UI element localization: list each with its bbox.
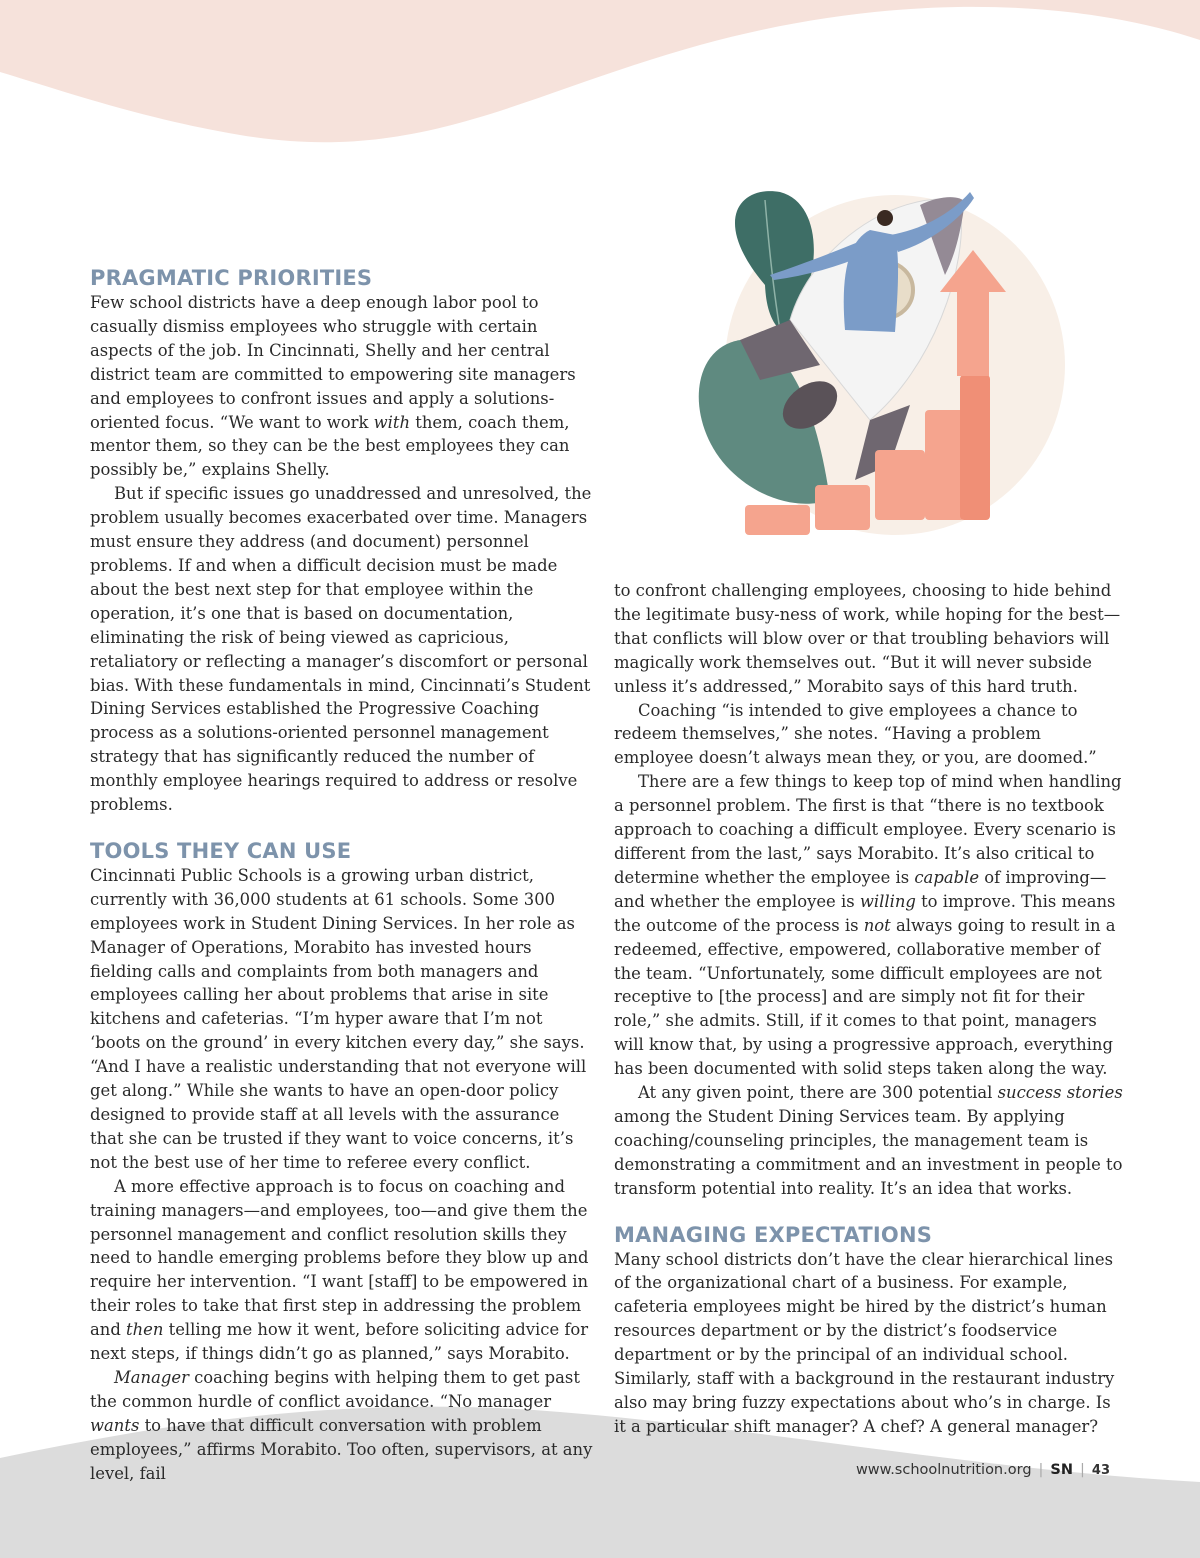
emphasis: success stories	[997, 1083, 1123, 1103]
paragraph: to confront challenging employees, choosing to hide behind the legitimate busy-ness of work, while hoping for the best—that conflicts will blow over or that troubling behaviors will magically work themselves out. “But it will never subside unless it’s addressed,” Morabito says of this hard truth.	[614, 581, 1121, 696]
left-column	[90, 265, 598, 1486]
footer-url[interactable]: www.schoolnutrition.org	[855, 1462, 1032, 1478]
footer-separator: |	[1038, 1462, 1044, 1478]
emphasis: then	[126, 1320, 164, 1340]
right-column	[614, 579, 1124, 1439]
paragraph	[614, 1081, 1124, 1201]
text-run: them, coach them, mentor them, so they can be the best employees they can possibly be,” explains Shelly.	[90, 412, 570, 480]
text-run: among the Student Dining Services team. By applying coaching/counseling principles, the management team is demonstrating a commitment and an investment in people to transform potential into reality. It’s an idea that works.	[614, 1106, 1123, 1198]
text-run: Few school districts have a deep enough labor pool to casually dismiss employees who struggle with certain aspects of the job. In Cincinnati, Shelly and her central district team are committed to empowering site managers and employees to confront issues and apply a solutions-oriented focus. “We want to work	[90, 293, 576, 432]
text-run: telling me how it went, before soliciting advice for next steps, if things didn’t go as planned,” says Morabito.	[90, 1320, 589, 1364]
text-run: A more effective approach is to focus on coaching and training managers—and employees, too—and give them the personnel management and conflict resolution skills they need to handle emerging problems before they blow up and require her intervention. “I want [staff] to be empowered in their roles to take that first step in addressing the problem and	[90, 1176, 589, 1340]
paragraph	[90, 291, 598, 482]
paragraph: Coaching “is intended to give employees a chance to redeem themselves,” she notes. “Having a problem employee doesn’t always mean they, or you, are doomed.”	[614, 700, 1097, 768]
top-wave	[0, 0, 1200, 142]
paragraph: Many school districts don’t have the clear hierarchical lines of the organizational chart of a business. For example, cafeteria employees might be hired by the district’s human resources department or by the district’s foodservice department or by the principal of an individual school. Similarly, staff with a background in the restaurant industry also may bring fuzzy expectations about who’s in charge. Is it a particular shift manager? A chef? A general manager?	[614, 1249, 1115, 1436]
section-heading-tools-they-can-use: TOOLS THEY CAN USE	[90, 838, 352, 863]
rocket-growth-illustration	[670, 180, 1130, 550]
text-run: of improving—and whether the employee is	[614, 867, 1107, 911]
emphasis: willing	[859, 891, 916, 911]
text-run: to improve. This means the outcome of the process is	[614, 891, 1116, 935]
text-run: There are a few things to keep top of mind when handling a personnel problem. The first is that “there is no textbook approach to coaching a difficult employee. Every scenario is different from the last,” says Morabito. It’s also critical to determine whether the employee is	[614, 772, 1122, 887]
page-footer	[856, 1462, 1110, 1478]
section-heading-pragmatic-priorities: PRAGMATIC PRIORITIES	[90, 266, 373, 290]
emphasis: wants	[90, 1415, 140, 1435]
emphasis: capable	[914, 867, 980, 887]
section-heading-managing-expectations: MANAGING EXPECTATIONS	[614, 1222, 933, 1247]
paragraph	[90, 1175, 598, 1366]
page-number: 43	[1091, 1463, 1110, 1478]
paragraph: But if specific issues go unaddressed and unresolved, the problem usually becomes exacerbated over time. Managers must ensure they address (and document) personnel problems. If and when a difficult decision must be made about the best next step for that employee within the operation, it’s one that is based on documentation, eliminating the risk of being viewed as capricious, retaliatory or reflecting a manager’s discomfort or personal bias. With these fundamentals in mind, Cincinnati’s Student Dining Services established the Progressive Coaching process as a solutions-oriented personnel management strategy that has significantly reduced the number of monthly employee hearings required to address or resolve problems.	[90, 484, 592, 815]
emphasis: not	[863, 915, 891, 935]
footer-separator: |	[1080, 1462, 1085, 1478]
emphasis: Manager	[114, 1367, 189, 1387]
text-run: to have that difficult conversation with problem employees,” affirms Morabito. Too often, supervisors, at any level, fail	[90, 1415, 593, 1483]
paragraph	[614, 770, 1124, 1081]
paragraph: Cincinnati Public Schools is a growing urban district, currently with 36,000 students at 61 schools. Some 300 employees work in Student Dining Services. In her role as Manager of Operations, Morabito has invested hours fielding calls and complaints from both managers and employees calling her about problems that arise in site kitchens and cafeterias. “I’m hyper aware that I’m not ‘boots on the ground’ in every kitchen every day,” she says. “And I have a realistic understanding that not everyone will get along.” While she wants to have an open-door policy designed to provide staff at all levels with the assurance that she can be trusted if they want to voice concerns, it’s not the best use of her time to referee every conflict.	[90, 865, 587, 1172]
paragraph	[90, 1366, 598, 1486]
text-run: At any given point, there are 300 potential	[638, 1083, 998, 1103]
footer-magazine: SN	[1050, 1462, 1074, 1478]
text-run: coaching begins with helping them to get past the common hurdle of conflict avoidance. “No manager	[90, 1367, 580, 1411]
emphasis: with	[373, 412, 411, 432]
text-run: always going to result in a redeemed, effective, empowered, collaborative member of the team. “Unfortunately, some difficult employees are not receptive to [the process] and are simply not fit for their role,” she admits. Still, if it comes to that point, managers will know that, by using a progressive approach, everything has been documented with solid steps taken along the way.	[614, 915, 1116, 1079]
